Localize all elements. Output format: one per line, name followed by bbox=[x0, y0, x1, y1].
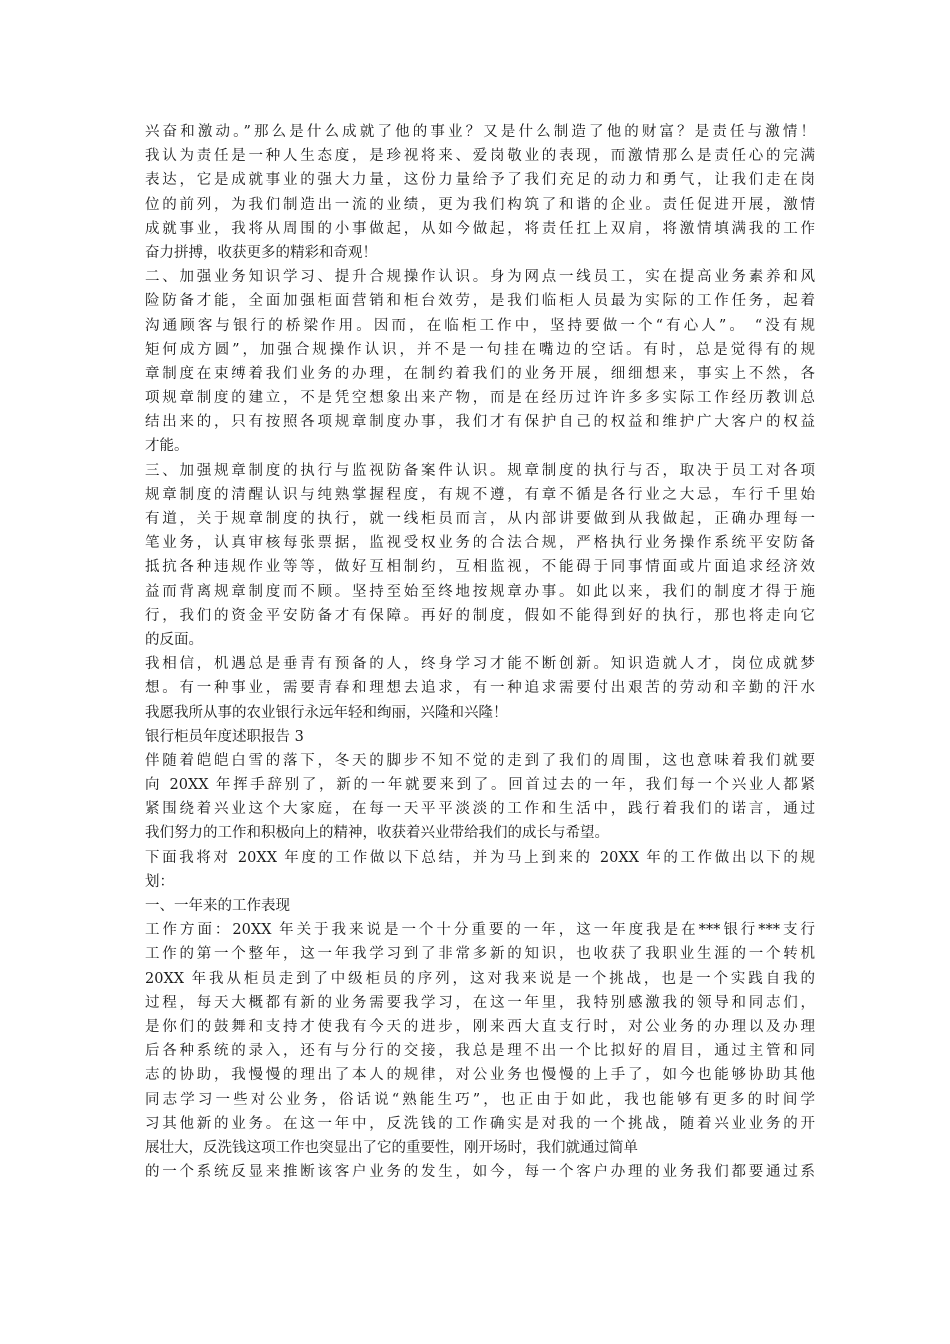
text-line: 展壮大，反洗钱这项工作也突显出了它的重要性，刚开场时，我们就通过简单 bbox=[145, 1139, 638, 1156]
text-line: 习其他新的业务。在这一年中，反洗钱的工作确实是对我的一个挑战，随着兴业业务的开 bbox=[145, 1115, 815, 1132]
text-line: 银行柜员年度述职报告 3 bbox=[145, 728, 304, 745]
text-line: 二、加强业务知识学习、提升合规操作认识。身为网点一线员工，实在提高业务素养和风 bbox=[145, 269, 815, 286]
text-line: 下面我将对 20XX 年度的工作做以下总结，并为马上到来的 20XX 年的工作做出以下的规 bbox=[145, 849, 815, 866]
text-line: 的一个系统反显来推断该客户业务的发生，如今，每一个客户办理的业务我们都要通过系 bbox=[145, 1164, 815, 1181]
text-line: 同志学习一些对公业务，俗话说“熟能生巧”，也正由于如此，我也能够有更多的时间学 bbox=[145, 1091, 815, 1108]
text-line: 伴随着皑皑白雪的落下，冬天的脚步不知不觉的走到了我们的周围，这也意味着我们就要 bbox=[145, 752, 815, 769]
text-line: 工作的第一个整年，这一年我学习到了非常多新的知识，也收获了我职业生涯的一个转机 bbox=[145, 946, 815, 963]
text-line: 兴奋和激动。”那么是什么成就了他的事业？又是什么制造了他的财富？是责任与激情！ bbox=[145, 124, 815, 140]
text-line: 有道，关于规章制度的执行，就一线柜员而言，从内部讲要做到从我做起，正确办理每一 bbox=[145, 511, 815, 527]
text-line: 沟通顾客与银行的桥梁作用。因而，在临柜工作中，坚持要做一个“有心人”。 “没有规 bbox=[145, 317, 815, 334]
text-line: 向 20XX 年挥手辞别了，新的一年就要来到了。回首过去的一年，我们每一个兴业人都紧 bbox=[145, 777, 815, 794]
text-line: 我认为责任是一种人生态度，是珍视将来、爱岗敬业的表现，而激情那么是责任心的完满 bbox=[145, 148, 815, 165]
text-line: 紧围绕着兴业这个大家庭，在每一天平平淡淡的工作和生活中，践行着我们的诺言，通过 bbox=[145, 801, 815, 818]
text-line: 结出来的，只有按照各项规章制度办事，我们才有保护自己的权益和维护广大客户的权益 bbox=[145, 414, 815, 431]
text-line: 一、一年来的工作表现 bbox=[145, 898, 290, 914]
text-line: 志的协助，我慢慢的理出了本人的规律，对公业务也慢慢的上手了，如今也能够协助其他 bbox=[145, 1067, 815, 1084]
text-line: 后各种系统的录入，还有与分行的交接，我总是理不出一个比拟好的眉目，通过主管和同 bbox=[145, 1043, 815, 1060]
text-line: 划： bbox=[145, 873, 174, 890]
text-line: 项规章制度的建立，不是凭空想象出来产物，而是在经历过许许多多实际工作经历教训总 bbox=[145, 390, 815, 407]
text-line: 过程，每天大概都有新的业务需要我学习，在这一年里，我特别感激我的领导和同志们， bbox=[145, 994, 815, 1011]
text-line: 险防备才能，全面加强柜面营销和柜台效劳，是我们临柜人员最为实际的工作任务，起着 bbox=[145, 293, 815, 310]
text-line: 规章制度的清醒认识与纯熟掌握程度，有规不遵，有章不循是各行业之大忌，车行千里始 bbox=[145, 486, 815, 503]
text-line: 我相信，机遇总是垂青有预备的人，终身学习才能不断创新。知识造就人才，岗位成就梦 bbox=[145, 656, 815, 673]
text-line: 的反面。 bbox=[145, 631, 203, 648]
text-line: 成就事业，我将从周围的小事做起，从如今做起，将责任扛上双肩，将激情填满我的工作 bbox=[145, 220, 815, 237]
text-line: 益而背离规章制度而不顾。坚持至始至终地按规章办事。如此以来，我们的制度才得于施 bbox=[145, 583, 815, 600]
text-line: 矩何成方圆”，加强合规操作认识，并不是一句挂在嘴边的空话。有时，总是觉得有的规 bbox=[145, 341, 815, 358]
text-line: 我们努力的工作和积极向上的精神，收获着兴业带给我们的成长与希望。 bbox=[145, 825, 609, 842]
text-line: 表达，它是成就事业的强大力量，这份力量给予了我们充足的动力和勇气，让我们走在岗 bbox=[145, 172, 815, 189]
document-page bbox=[145, 120, 815, 1184]
text-line: 奋力拼搏，收获更多的精彩和奇观！ bbox=[145, 244, 377, 261]
text-line: 想。有一种事业，需要青春和理想去追求，有一种追求需要付出艰苦的劳动和辛勤的汗水 bbox=[145, 680, 815, 697]
text-line: 20XX 年我从柜员走到了中级柜员的序列，这对我来说是一个挑战，也是一个实践自我的 bbox=[145, 970, 815, 987]
text-line: 是你们的鼓舞和支持才使我有今天的进步，刚来西大直支行时，对公业务的办理以及办理 bbox=[145, 1018, 815, 1035]
text-line: 工作方面：20XX 年关于我来说是一个十分重要的一年，这一年度我是在***银行***支行 bbox=[145, 922, 815, 939]
text-line: 我愿我所从事的农业银行永远年轻和绚丽，兴隆和兴隆！ bbox=[145, 704, 508, 721]
text-line: 才能。 bbox=[145, 438, 189, 455]
text-line: 章制度在束缚着我们业务的办理，在制约着我们的业务开展，细细想来，事实上不然，各 bbox=[145, 365, 815, 382]
text-line: 位的前列，为我们制造出一流的业绩，更为我们构筑了和谐的企业。责任促进开展，激情 bbox=[145, 196, 815, 213]
text-line: 三、加强规章制度的执行与监视防备案件认识。规章制度的执行与否，取决于员工对各项 bbox=[145, 462, 815, 479]
text-line: 抵抗各种违规作业等等，做好互相制约，互相监视，不能碍于同事情面或片面追求经济效 bbox=[145, 559, 815, 576]
text-line: 行，我们的资金平安防备才有保障。再好的制度，假如不能得到好的执行，那也将走向它 bbox=[145, 607, 815, 624]
text-line: 笔业务，认真审核每张票据，监视受权业务的合法合规，严格执行业务操作系统平安防备 bbox=[145, 535, 815, 552]
